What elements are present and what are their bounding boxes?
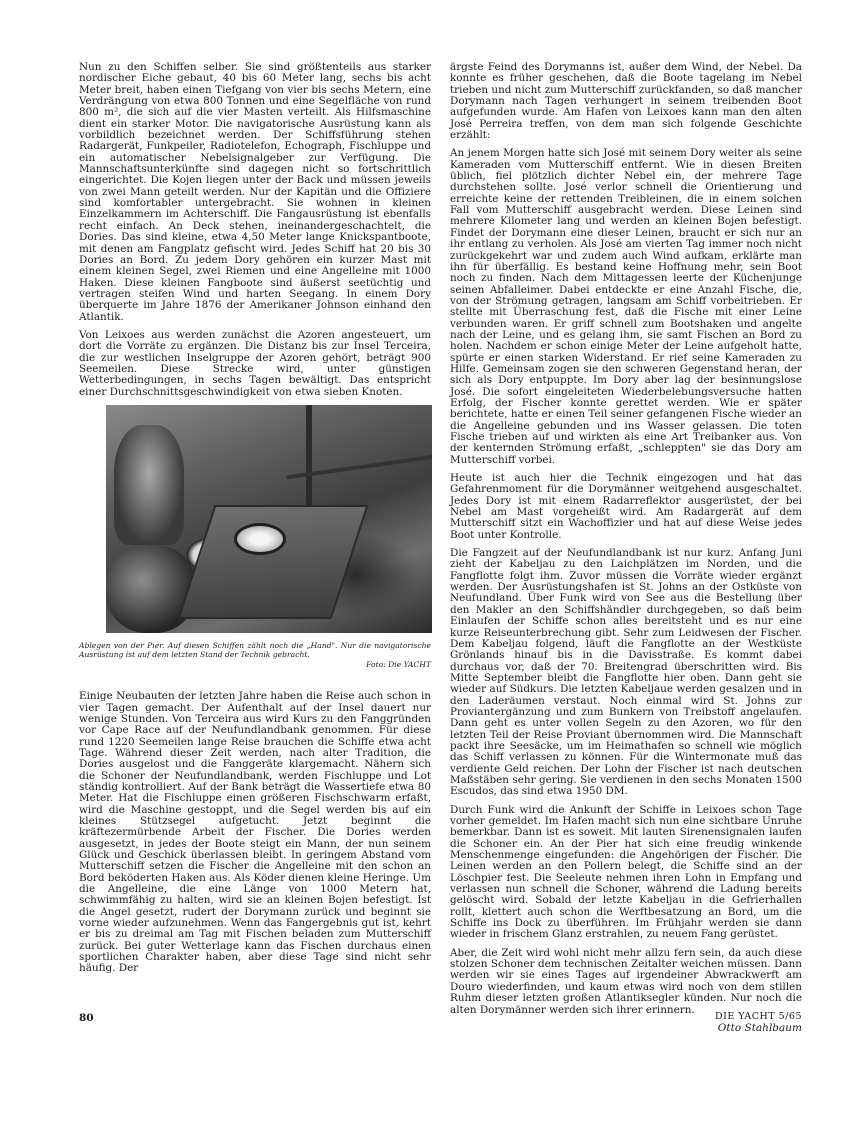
caption-text: Ablegen von der Pier. Auf diesen Schiffen zählt noch die „Hand". Nur die navigatorische Ausrüstung ist auf dem letzten Stand der Technik gebracht.	[79, 640, 431, 660]
article-paragraph: Heute ist auch hier die Technik eingezogen und hat das Gefahrenmoment für die Dorymänner weitgehend ausgeschaltet. Jedes Dory ist mit einem Radarreflektor ausgerüstet, der bei Nebel am Mast vorgeheißt wird. Am Radargerät auf dem Mutterschiff sitzt ein Wachoffizier und hat auf diese Weise jedes Boot unter Kontrolle.	[450, 472, 802, 541]
article-paragraph: Die Fangzeit auf der Neufundlandbank ist nur kurz. Anfang Juni zieht der Kabeljau zu den Laichplätzen im Norden, und die Fangflotte folgt ihm. Zuvor müssen die Vorräte wieder ergänzt werden. Der Ausrüstungshafen ist St. Johns an der Ostküste von Neufundland. Über Funk wird von See aus die Bestellung über den Makler an den Schiffshändler durchgegeben, so daß beim Einlaufen der Schiffe schon alles bereitsteht und es nur eine kurze Reiseunterbrechung gibt. Sehr zum Leidwesen der Fischer. Dem Kabeljau folgend, läuft die Fangflotte an der Westküste Grönlands hinauf bis in die Davisstraße. Es kommt dabei durchaus vor, daß der 70. Breitengrad überschritten wird. Bis Mitte September bleibt die Fangflotte hier oben. Dann geht sie wieder auf Südkurs. Die letzten Kabeljaue werden gesalzen und in den Laderäumen verstaut. Noch einmal wird St. Johns zur Proviantergänzung und zum Bunkern von Treibstoff angelaufen. Dann geht es unter vollen Segeln zu den Azoren, wo für den letzten Teil der Reise Proviant übernommen wird. Die Mannschaft packt ihre Seesäcke, um im Heimathafen so schnell wie möglich das Schiff verlassen zu können. Für die Wintermonate muß das verdiente Geld reichen. Der Lohn der Fischer ist nach deutschen Maßstäben sehr gering. Sie verdienen in den sechs Monaten 1500 Escudos, das sind etwa 1950 DM.	[450, 547, 802, 798]
article-paragraph: Durch Funk wird die Ankunft der Schiffe in Leixoes schon Tage vorher gemeldet. Im Hafen macht sich nun eine sichtbare Unruhe bemerkbar. Dann ist es soweit. Mit lauten Sirenensignalen laufen die Schoner ein. An der Pier hat sich eine freudig winkende Menschenmenge eingefunden: die Angehörigen der Fischer. Die Leinen werden an den Pollern belegt, die Schiffe sind an der Löschpier fest. Die Seeleute nehmen ihren Lohn in Empfang und verlassen nun schnell die Schoner, während die Ladung bereits gelöscht wird. Sobald der letzte Kabeljau in die Gefrierhallen rollt, klettert auch schon die Werftbesatzung an Bord, um die Schiffe ins Dock zu überführen. Im Frühjahr werden sie dann wieder in frischem Glanz erstrahlen, zu neuem Fang gerüstet.	[450, 803, 802, 941]
photo-dory-hole	[234, 523, 286, 555]
photo-figure	[114, 425, 184, 545]
article-paragraph: Aber, die Zeit wird wohl nicht mehr allzu fern sein, da auch diese stolzen Schoner dem technischen Zeitalter weichen müssen. Dann werden wir sie eines Tages auf irgendeiner Abwrackwerft am Douro wiederfinden, und kaum etwas wird noch von dem stillen Ruhm dieser letzten großen Atlantiksegler künden. Nur noch die alten Dorymänner werden sich ihrer erinnern.	[450, 946, 802, 1016]
left-column	[79, 62, 431, 982]
article-paragraph: ärgste Feind des Dorymanns ist, außer dem Wind, der Nebel. Da konnte es früher geschehen, daß die Boote tagelang im Nebel trieben und nicht zum Mutterschiff zurückfanden, so daß mancher Dorymann nach Tagen verhungert in seinem treibenden Boot aufgefunden wurde. Am Hafen von Leixoes kann man den alten José Perreira treffen, von dem man sich folgende Geschichte erzählt:	[450, 61, 802, 142]
article-paragraph: Nun zu den Schiffen selber. Sie sind größtenteils aus starker nordischer Eiche gebaut, 40 bis 60 Meter lang, sechs bis acht Meter breit, haben einen Tiefgang von vier bis sechs Metern, eine Verdrängung von etwa 800 Tonnen und eine Segelfläche von rund 800 m², die sich auf die vier Masten verteilt. Als Hilfsmaschine dient ein starker Motor. Die navigatorische Ausrüstung kann als vorbildlich bezeichnet werden. Der Schiffsführung stehen Radargerät, Funkpeiler, Radiotelefon, Echograph, Fischluppe und ein automatischer Nebelsignalgeber zur Verfügung. Die Mannschaftsunterkünfte sind dagegen nicht so fortschrittlich eingerichtet. Die Kojen liegen unter der Back und müssen jeweils von zwei Mann geteilt werden. Nur der Kapitän und die Offiziere sind komfortabler untergebracht. Sie wohnen in kleinen Einzelkammern im Achterschiff. Die Fangausrüstung ist ebenfalls recht einfach. An Deck stehen, ineinandergeschachtelt, die Dories. Das sind kleine, etwa 4,50 Meter lange Knickspantboote, mit denen am Fangplatz gefischt wird. Jedes Schiff hat 20 bis 30 Dories an Bord. Zu jedem Dory gehören ein kurzer Mast mit einem kleinen Segel, zwei Riemen und eine Angelleine mit 1000 Haken. Diese kleinen Fangboote sind äußerst seetüchtig und vertragen steifen Wind und harten Seegang. In einem Dory überquerte im Jahre 1876 der Amerikaner Johnson einhand den Atlantik.	[79, 61, 431, 323]
page-number: 80	[79, 1012, 94, 1024]
caption-credit: Foto: Die YACHT	[366, 659, 431, 669]
author-signature: Otto Stahlbaum	[717, 1021, 802, 1034]
right-column	[450, 62, 802, 1034]
article-paragraph: An jenem Morgen hatte sich José mit seinem Dory weiter als seine Kameraden vom Mutterschiff entfernt. Wie in diesen Breiten üblich, fiel plötzlich dichter Nebel ein, der mehrere Tage durchstehen sollte. José verlor schnell die Orientierung und erreichte keine der rettenden Treibleinen, die in einem solchen Fall vom Mutterschiff ausgebracht werden. Diese Leinen sind mehrere Kilometer lang und werden an kleinen Bojen befestigt. Findet der Dorymann eine dieser Leinen, braucht er sich nur an ihr entlang zu verholen. Als José am vierten Tag immer noch nicht zurückgekehrt war und zudem auch Wind aufkam, erklärte man ihn für überfällig. Es bestand keine Hoffnung mehr, sein Boot noch zu finden. Nach dem Mittagessen leerte der Küchenjunge seinen Abfalleimer. Dabei entdeckte er eine Anzahl Fische, die, von der Strömung getragen, langsam am Schiff vorbeitrieben. Er stellte mit Überraschung fest, daß die Fische mit einer Leine verbunden waren. Er griff schnell zum Bootshaken und angelte nach der Leine, und es gelang ihm, sie samt Fischen an Bord zu holen. Nachdem er schon einige Meter der Leine aufgeholt hatte, spürte er einen starken Widerstand. Er rief seine Kameraden zu Hilfe. Gemeinsam zogen sie den schweren Gegenstand heran, der sich als Dory entpuppte. Im Dory aber lag der besinnungslose José. Die sofort eingeleiteten Wiederbelebungsversuche hatten Erfolg, der Fischer konnte gerettet werden. Wie er später berichtete, hatte er einen Teil seiner gefangenen Fische wieder an die Angelleine gebunden und ins Wasser gelassen. Die toten Fische trieben auf und wirkten als eine Art Treibanker aus. Von der kenternden Strömung erfaßt, „schleppten" sie das Dory am Mutterschiff vorbei.	[450, 147, 802, 466]
photo-caption	[79, 641, 431, 669]
article-photo	[106, 405, 432, 633]
publication-footer: DIE YACHT 5/65	[715, 1011, 802, 1022]
article-paragraph: Von Leixoes aus werden zunächst die Azoren angesteuert, um dort die Vorräte zu ergänzen. Die Distanz bis zur Insel Terceira, die zur westlichen Inselgruppe der Azoren gehört, beträgt 900 Seemeilen. Diese Strecke wird, unter günstigen Wetterbedingungen, in sechs Tagen bewältigt. Das entspricht einer Durchschnittsgeschwindigkeit von etwa sieben Knoten.	[79, 328, 431, 398]
photo-figure	[106, 545, 196, 633]
article-paragraph: Einige Neubauten der letzten Jahre haben die Reise auch schon in vier Tagen gemacht. Der Aufenthalt auf der Insel dauert nur wenige Stunden. Von Terceira aus wird Kurs zu den Fanggründen vor Cape Race auf der Neufundlandbank genommen. Für diese rund 1220 Seemeilen lange Reise brauchen die Schiffe etwa acht Tage. Während dieser Zeit werden, nach alter Tradition, die Dories ausgelost und die Fanggeräte klargemacht. Nähern sich die Schoner der Neufundlandbank, werden Fischluppe und Lot ständig kontrolliert. Auf der Bank beträgt die Wassertiefe etwa 80 Meter. Hat die Fischluppe einen größeren Fischschwarm erfaßt, wird die Maschine gestoppt, und die Segel werden bis auf ein kleines Stützsegel aufgetucht. Jetzt beginnt die kräftezermürbende Arbeit der Fischer. Die Dories werden ausgesetzt, in jedes der Boote steigt ein Mann, der nun seinem Glück und Geschick überlassen bleibt. In geringem Abstand vom Mutterschiff setzen die Fischer die Angelleine mit den schon an Bord beköderten Haken aus. Als Köder dienen kleine Heringe. Um die Angelleine, die eine Länge von 1000 Metern hat, schwimmfähig zu halten, wird sie an kleinen Bojen befestigt. Ist die Angel gesetzt, rudert der Dorymann zurück und beginnt sie vorne wieder aufzunehmen. Wenn das Fangergebnis gut ist, kehrt er bis zu dreimal am Tag mit Fischen beladen zum Mutterschiff zurück. Bei guter Wetterlage kann das Fischen durchaus einen sportlichen Charakter haben, aber diese Tage sind nicht sehr häufig. Der	[79, 690, 431, 975]
photo-dory	[177, 505, 368, 619]
